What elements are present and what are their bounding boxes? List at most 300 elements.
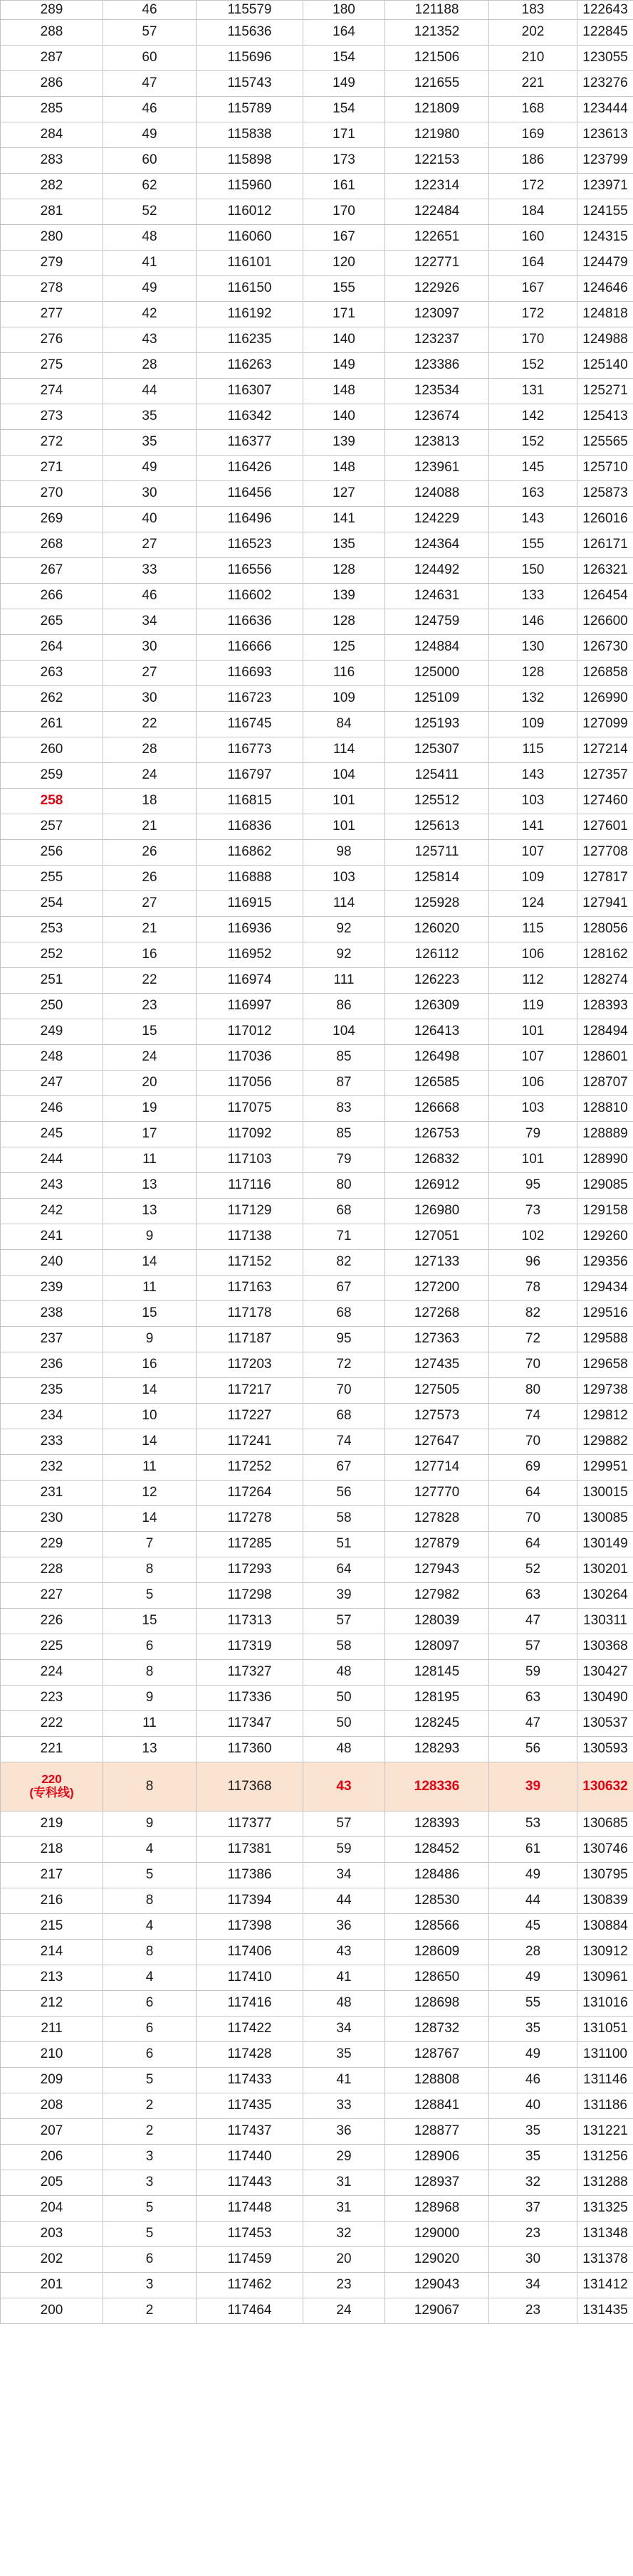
cumulative-cell-c: 125873 (577, 481, 633, 507)
count-cell: 30 (103, 481, 197, 507)
cumulative-cell-c: 128393 (577, 994, 633, 1019)
score-cell: 279 (1, 251, 103, 276)
cumulative-cell-c: 127817 (577, 866, 633, 891)
cumulative-cell-b: 127828 (385, 1506, 489, 1532)
cumulative-cell-b: 126832 (385, 1147, 489, 1173)
cumulative-cell: 116456 (197, 481, 303, 507)
cumulative-cell-b: 128877 (385, 2119, 489, 2145)
table-row (1, 1147, 633, 1173)
table-row (1, 686, 633, 712)
table-row (1, 2247, 633, 2273)
count-cell-b: 82 (303, 1250, 385, 1276)
table-row (1, 1122, 633, 1147)
score-cell: 270 (1, 481, 103, 507)
cumulative-cell: 117227 (197, 1404, 303, 1429)
score-cell: 232 (1, 1455, 103, 1481)
cumulative-cell-b: 122651 (385, 225, 489, 251)
table-row (1, 1634, 633, 1660)
count-cell-c: 167 (489, 276, 577, 302)
cumulative-cell-b: 126112 (385, 942, 489, 968)
table-row (1, 1863, 633, 1888)
count-cell-b: 171 (303, 122, 385, 148)
score-cell: 231 (1, 1481, 103, 1506)
table-row (1, 942, 633, 968)
cumulative-cell-c: 129356 (577, 1250, 633, 1276)
count-cell: 41 (103, 251, 197, 276)
cumulative-cell-c: 129658 (577, 1352, 633, 1378)
count-cell: 11 (103, 1455, 197, 1481)
count-cell-c: 152 (489, 353, 577, 379)
cumulative-cell: 117443 (197, 2170, 303, 2196)
table-row (1, 1199, 633, 1224)
cumulative-cell-b: 129000 (385, 2222, 489, 2247)
cumulative-cell: 117313 (197, 1609, 303, 1634)
cumulative-cell: 116377 (197, 430, 303, 456)
table-row (1, 1557, 633, 1583)
cumulative-cell-b: 127200 (385, 1276, 489, 1301)
count-cell-c: 109 (489, 866, 577, 891)
table-row (1, 1173, 633, 1199)
table-row (1, 430, 633, 456)
cumulative-cell-c: 131412 (577, 2273, 633, 2298)
cumulative-cell-b: 126413 (385, 1019, 489, 1045)
count-cell-c: 112 (489, 968, 577, 994)
cumulative-cell-c: 131256 (577, 2145, 633, 2170)
cumulative-cell: 117129 (197, 1199, 303, 1224)
table-row (1, 1837, 633, 1863)
count-cell-b: 35 (303, 2042, 385, 2068)
count-cell-b: 125 (303, 635, 385, 661)
count-cell-c: 82 (489, 1301, 577, 1327)
cumulative-cell-b: 122153 (385, 148, 489, 174)
count-cell: 46 (103, 584, 197, 609)
cumulative-cell: 117187 (197, 1327, 303, 1352)
cumulative-cell-b: 123097 (385, 302, 489, 327)
score-cell: 282 (1, 174, 103, 199)
table-row (1, 1071, 633, 1096)
score-cell: 230 (1, 1506, 103, 1532)
cumulative-cell-b: 126309 (385, 994, 489, 1019)
cumulative-cell-c: 130632 (577, 1762, 633, 1812)
score-cell: 222 (1, 1711, 103, 1737)
table-row (1, 1940, 633, 1965)
count-cell: 27 (103, 532, 197, 558)
count-cell-c: 184 (489, 199, 577, 225)
cumulative-cell-b: 122314 (385, 174, 489, 199)
count-cell: 28 (103, 353, 197, 379)
cumulative-cell-b: 128452 (385, 1837, 489, 1863)
cumulative-cell-b: 129043 (385, 2273, 489, 2298)
count-cell-c: 168 (489, 97, 577, 122)
table-row (1, 558, 633, 584)
cumulative-cell-b: 124631 (385, 584, 489, 609)
score-cell: 255 (1, 866, 103, 891)
score-cell: 211 (1, 2017, 103, 2042)
cumulative-cell: 115789 (197, 97, 303, 122)
count-cell-b: 24 (303, 2298, 385, 2324)
count-cell: 2 (103, 2119, 197, 2145)
cumulative-cell: 117410 (197, 1965, 303, 1991)
count-cell-b: 155 (303, 276, 385, 302)
count-cell: 14 (103, 1250, 197, 1276)
count-cell-c: 115 (489, 737, 577, 763)
count-cell: 3 (103, 2170, 197, 2196)
count-cell-c: 103 (489, 789, 577, 814)
cumulative-cell-b: 123674 (385, 404, 489, 430)
cumulative-cell: 116060 (197, 225, 303, 251)
count-cell-c: 142 (489, 404, 577, 430)
cumulative-cell-b: 128145 (385, 1660, 489, 1686)
score-cell: 233 (1, 1429, 103, 1455)
cumulative-cell: 116556 (197, 558, 303, 584)
table-row (1, 2145, 633, 2170)
cumulative-cell: 117138 (197, 1224, 303, 1250)
score-cell: 240 (1, 1250, 103, 1276)
count-cell: 9 (103, 1327, 197, 1352)
count-cell-c: 95 (489, 1173, 577, 1199)
count-cell: 24 (103, 1045, 197, 1071)
count-cell-b: 41 (303, 2068, 385, 2093)
score-cell: 225 (1, 1634, 103, 1660)
count-cell-b: 58 (303, 1634, 385, 1660)
table-row (1, 917, 633, 942)
count-cell-b: 139 (303, 430, 385, 456)
count-cell-c: 35 (489, 2017, 577, 2042)
count-cell-c: 119 (489, 994, 577, 1019)
cumulative-cell-c: 130085 (577, 1506, 633, 1532)
score-cell: 205 (1, 2170, 103, 2196)
cumulative-cell-c: 124479 (577, 251, 633, 276)
cumulative-cell-b: 121352 (385, 20, 489, 46)
table-row (1, 532, 633, 558)
count-cell-c: 164 (489, 251, 577, 276)
score-cell: 253 (1, 917, 103, 942)
cumulative-cell-c: 126600 (577, 609, 633, 635)
cumulative-cell-c: 130961 (577, 1965, 633, 1991)
count-cell: 22 (103, 712, 197, 737)
score-cell: 289 (1, 1, 103, 20)
cumulative-cell: 116101 (197, 251, 303, 276)
count-cell: 16 (103, 942, 197, 968)
count-cell: 3 (103, 2273, 197, 2298)
score-cell: 247 (1, 1071, 103, 1096)
table-row (1, 1301, 633, 1327)
cumulative-cell-c: 128990 (577, 1147, 633, 1173)
cumulative-cell: 117278 (197, 1506, 303, 1532)
table-row (1, 2298, 633, 2324)
count-cell-b: 141 (303, 507, 385, 532)
table-row (1, 2222, 633, 2247)
score-cell: 215 (1, 1914, 103, 1940)
cumulative-cell: 116836 (197, 814, 303, 840)
count-cell-b: 68 (303, 1404, 385, 1429)
count-cell-c: 101 (489, 1147, 577, 1173)
count-cell: 6 (103, 2042, 197, 2068)
cumulative-cell-b: 124884 (385, 635, 489, 661)
cumulative-cell-b: 121980 (385, 122, 489, 148)
count-cell: 15 (103, 1609, 197, 1634)
cumulative-cell: 115696 (197, 46, 303, 71)
cumulative-cell-b: 128767 (385, 2042, 489, 2068)
cumulative-cell: 116636 (197, 609, 303, 635)
count-cell-b: 48 (303, 1737, 385, 1762)
count-cell-c: 70 (489, 1352, 577, 1378)
table-row (1, 1532, 633, 1557)
cumulative-cell: 116192 (197, 302, 303, 327)
table-row (1, 1224, 633, 1250)
cumulative-cell-b: 121506 (385, 46, 489, 71)
cumulative-cell: 115579 (197, 1, 303, 20)
cumulative-cell-c: 130839 (577, 1888, 633, 1914)
count-cell-b: 148 (303, 379, 385, 404)
cumulative-cell-c: 131325 (577, 2196, 633, 2222)
count-cell-c: 141 (489, 814, 577, 840)
cumulative-cell-c: 130685 (577, 1812, 633, 1837)
count-cell-b: 139 (303, 584, 385, 609)
cumulative-cell-b: 127982 (385, 1583, 489, 1609)
count-cell: 5 (103, 1863, 197, 1888)
table-row (1, 1609, 633, 1634)
table-row (1, 763, 633, 789)
cumulative-cell-c: 128494 (577, 1019, 633, 1045)
table-row (1, 1429, 633, 1455)
count-cell-c: 143 (489, 507, 577, 532)
score-cell: 280 (1, 225, 103, 251)
score-cell: 272 (1, 430, 103, 456)
cumulative-cell-c: 131186 (577, 2093, 633, 2119)
cumulative-cell-b: 125928 (385, 891, 489, 917)
count-cell-b: 164 (303, 20, 385, 46)
table-row (1, 661, 633, 686)
cumulative-cell-b: 127051 (385, 1224, 489, 1250)
count-cell: 9 (103, 1224, 197, 1250)
count-cell: 46 (103, 97, 197, 122)
cumulative-cell-b: 128650 (385, 1965, 489, 1991)
count-cell-c: 80 (489, 1378, 577, 1404)
cumulative-cell-b: 126753 (385, 1122, 489, 1147)
count-cell: 40 (103, 507, 197, 532)
cumulative-cell: 116666 (197, 635, 303, 661)
cumulative-cell: 117116 (197, 1173, 303, 1199)
cumulative-cell-c: 127214 (577, 737, 633, 763)
cumulative-cell-c: 124988 (577, 327, 633, 353)
table-row (1, 712, 633, 737)
score-cell: 277 (1, 302, 103, 327)
count-cell-c: 30 (489, 2247, 577, 2273)
count-cell-b: 140 (303, 327, 385, 353)
count-cell-c: 115 (489, 917, 577, 942)
count-cell-c: 45 (489, 1914, 577, 1940)
count-cell-b: 39 (303, 1583, 385, 1609)
score-cell: 284 (1, 122, 103, 148)
cumulative-cell-b: 125000 (385, 661, 489, 686)
count-cell-c: 96 (489, 1250, 577, 1276)
cumulative-cell: 116797 (197, 763, 303, 789)
cumulative-cell: 116815 (197, 789, 303, 814)
count-cell: 8 (103, 1940, 197, 1965)
cumulative-cell-b: 121655 (385, 71, 489, 97)
cumulative-cell-c: 124155 (577, 199, 633, 225)
cumulative-cell-c: 128274 (577, 968, 633, 994)
score-cell: 241 (1, 1224, 103, 1250)
count-cell-c: 221 (489, 71, 577, 97)
cumulative-cell: 117462 (197, 2273, 303, 2298)
count-cell: 5 (103, 1583, 197, 1609)
score-cell: 202 (1, 2247, 103, 2273)
cumulative-cell: 116745 (197, 712, 303, 737)
cumulative-cell-b: 126668 (385, 1096, 489, 1122)
count-cell: 33 (103, 558, 197, 584)
count-cell-b: 59 (303, 1837, 385, 1863)
count-cell-b: 95 (303, 1327, 385, 1352)
score-cell: 249 (1, 1019, 103, 1045)
score-cell: 227 (1, 1583, 103, 1609)
cumulative-cell: 116307 (197, 379, 303, 404)
count-cell: 4 (103, 1965, 197, 1991)
count-cell-b: 83 (303, 1096, 385, 1122)
cumulative-cell: 115838 (197, 122, 303, 148)
count-cell-c: 35 (489, 2119, 577, 2145)
count-cell: 49 (103, 456, 197, 481)
count-cell: 15 (103, 1019, 197, 1045)
score-cell: 269 (1, 507, 103, 532)
count-cell-c: 37 (489, 2196, 577, 2222)
count-cell-b: 85 (303, 1045, 385, 1071)
cumulative-cell-c: 130311 (577, 1609, 633, 1634)
score-cell: 219 (1, 1812, 103, 1837)
cumulative-cell-c: 128162 (577, 942, 633, 968)
count-cell-b: 51 (303, 1532, 385, 1557)
cumulative-cell-c: 125565 (577, 430, 633, 456)
count-cell-b: 86 (303, 994, 385, 1019)
count-cell: 14 (103, 1429, 197, 1455)
count-cell: 8 (103, 1557, 197, 1583)
count-cell: 46 (103, 1, 197, 20)
count-cell: 60 (103, 46, 197, 71)
count-cell: 44 (103, 379, 197, 404)
score-cell: 218 (1, 1837, 103, 1863)
count-cell-c: 145 (489, 456, 577, 481)
count-cell-c: 59 (489, 1660, 577, 1686)
cumulative-cell-c: 126454 (577, 584, 633, 609)
cumulative-cell: 116915 (197, 891, 303, 917)
table-row (1, 1250, 633, 1276)
table-row (1, 2119, 633, 2145)
cumulative-cell-c: 127357 (577, 763, 633, 789)
count-cell: 11 (103, 1276, 197, 1301)
special-score: 220 (41, 1772, 62, 1787)
count-cell-b: 23 (303, 2273, 385, 2298)
table-row (1, 2093, 633, 2119)
score-cell: 264 (1, 635, 103, 661)
score-cell: 228 (1, 1557, 103, 1583)
cumulative-cell-c: 131348 (577, 2222, 633, 2247)
score-cell: 242 (1, 1199, 103, 1224)
cumulative-cell-c: 129951 (577, 1455, 633, 1481)
cumulative-cell-c: 127708 (577, 840, 633, 866)
count-cell: 2 (103, 2093, 197, 2119)
count-cell: 24 (103, 763, 197, 789)
score-cell: 275 (1, 353, 103, 379)
cumulative-cell-b: 125109 (385, 686, 489, 712)
table-row (1, 1404, 633, 1429)
count-cell-b: 36 (303, 2119, 385, 2145)
cumulative-cell: 117437 (197, 2119, 303, 2145)
count-cell: 15 (103, 1301, 197, 1327)
cumulative-cell-c: 129516 (577, 1301, 633, 1327)
count-cell-b: 34 (303, 2017, 385, 2042)
count-cell-c: 128 (489, 661, 577, 686)
cumulative-cell: 117163 (197, 1276, 303, 1301)
table-row (1, 1327, 633, 1352)
count-cell-b: 34 (303, 1863, 385, 1888)
count-cell-c: 56 (489, 1737, 577, 1762)
cumulative-cell: 116997 (197, 994, 303, 1019)
count-cell-b: 167 (303, 225, 385, 251)
cumulative-cell-b: 128245 (385, 1711, 489, 1737)
cumulative-cell-c: 128056 (577, 917, 633, 942)
count-cell: 14 (103, 1378, 197, 1404)
score-cell: 268 (1, 532, 103, 558)
count-cell-c: 39 (489, 1762, 577, 1812)
table-row (1, 1711, 633, 1737)
cumulative-cell: 117360 (197, 1737, 303, 1762)
cumulative-cell: 115960 (197, 174, 303, 199)
count-cell-b: 44 (303, 1888, 385, 1914)
cumulative-cell: 117422 (197, 2017, 303, 2042)
count-cell-b: 43 (303, 1940, 385, 1965)
count-cell-c: 46 (489, 2068, 577, 2093)
cumulative-cell: 117103 (197, 1147, 303, 1173)
count-cell-c: 210 (489, 46, 577, 71)
score-cell: 248 (1, 1045, 103, 1071)
cumulative-cell-c: 128810 (577, 1096, 633, 1122)
count-cell-b: 171 (303, 302, 385, 327)
count-cell: 6 (103, 2017, 197, 2042)
score-cell: 283 (1, 148, 103, 174)
count-cell-c: 63 (489, 1686, 577, 1711)
count-cell: 8 (103, 1888, 197, 1914)
score-cell: 265 (1, 609, 103, 635)
cumulative-cell: 116263 (197, 353, 303, 379)
count-cell: 22 (103, 968, 197, 994)
cumulative-cell-c: 125710 (577, 456, 633, 481)
table-row (1, 122, 633, 148)
cumulative-cell-b: 124364 (385, 532, 489, 558)
count-cell: 49 (103, 276, 197, 302)
score-cell: 278 (1, 276, 103, 302)
table-row (1, 1965, 633, 1991)
score-cell: 217 (1, 1863, 103, 1888)
count-cell: 19 (103, 1096, 197, 1122)
count-cell: 26 (103, 840, 197, 866)
cumulative-cell: 117336 (197, 1686, 303, 1711)
count-cell: 6 (103, 1634, 197, 1660)
cumulative-cell-b: 128968 (385, 2196, 489, 2222)
count-cell: 13 (103, 1173, 197, 1199)
cumulative-cell-b: 122771 (385, 251, 489, 276)
score-cell: 245 (1, 1122, 103, 1147)
count-cell-b: 33 (303, 2093, 385, 2119)
count-cell: 35 (103, 404, 197, 430)
cumulative-cell: 116888 (197, 866, 303, 891)
count-cell: 27 (103, 661, 197, 686)
cumulative-cell-c: 127941 (577, 891, 633, 917)
cumulative-cell-b: 123386 (385, 353, 489, 379)
cumulative-cell-b: 122484 (385, 199, 489, 225)
count-cell: 5 (103, 2196, 197, 2222)
cumulative-cell-c: 126858 (577, 661, 633, 686)
